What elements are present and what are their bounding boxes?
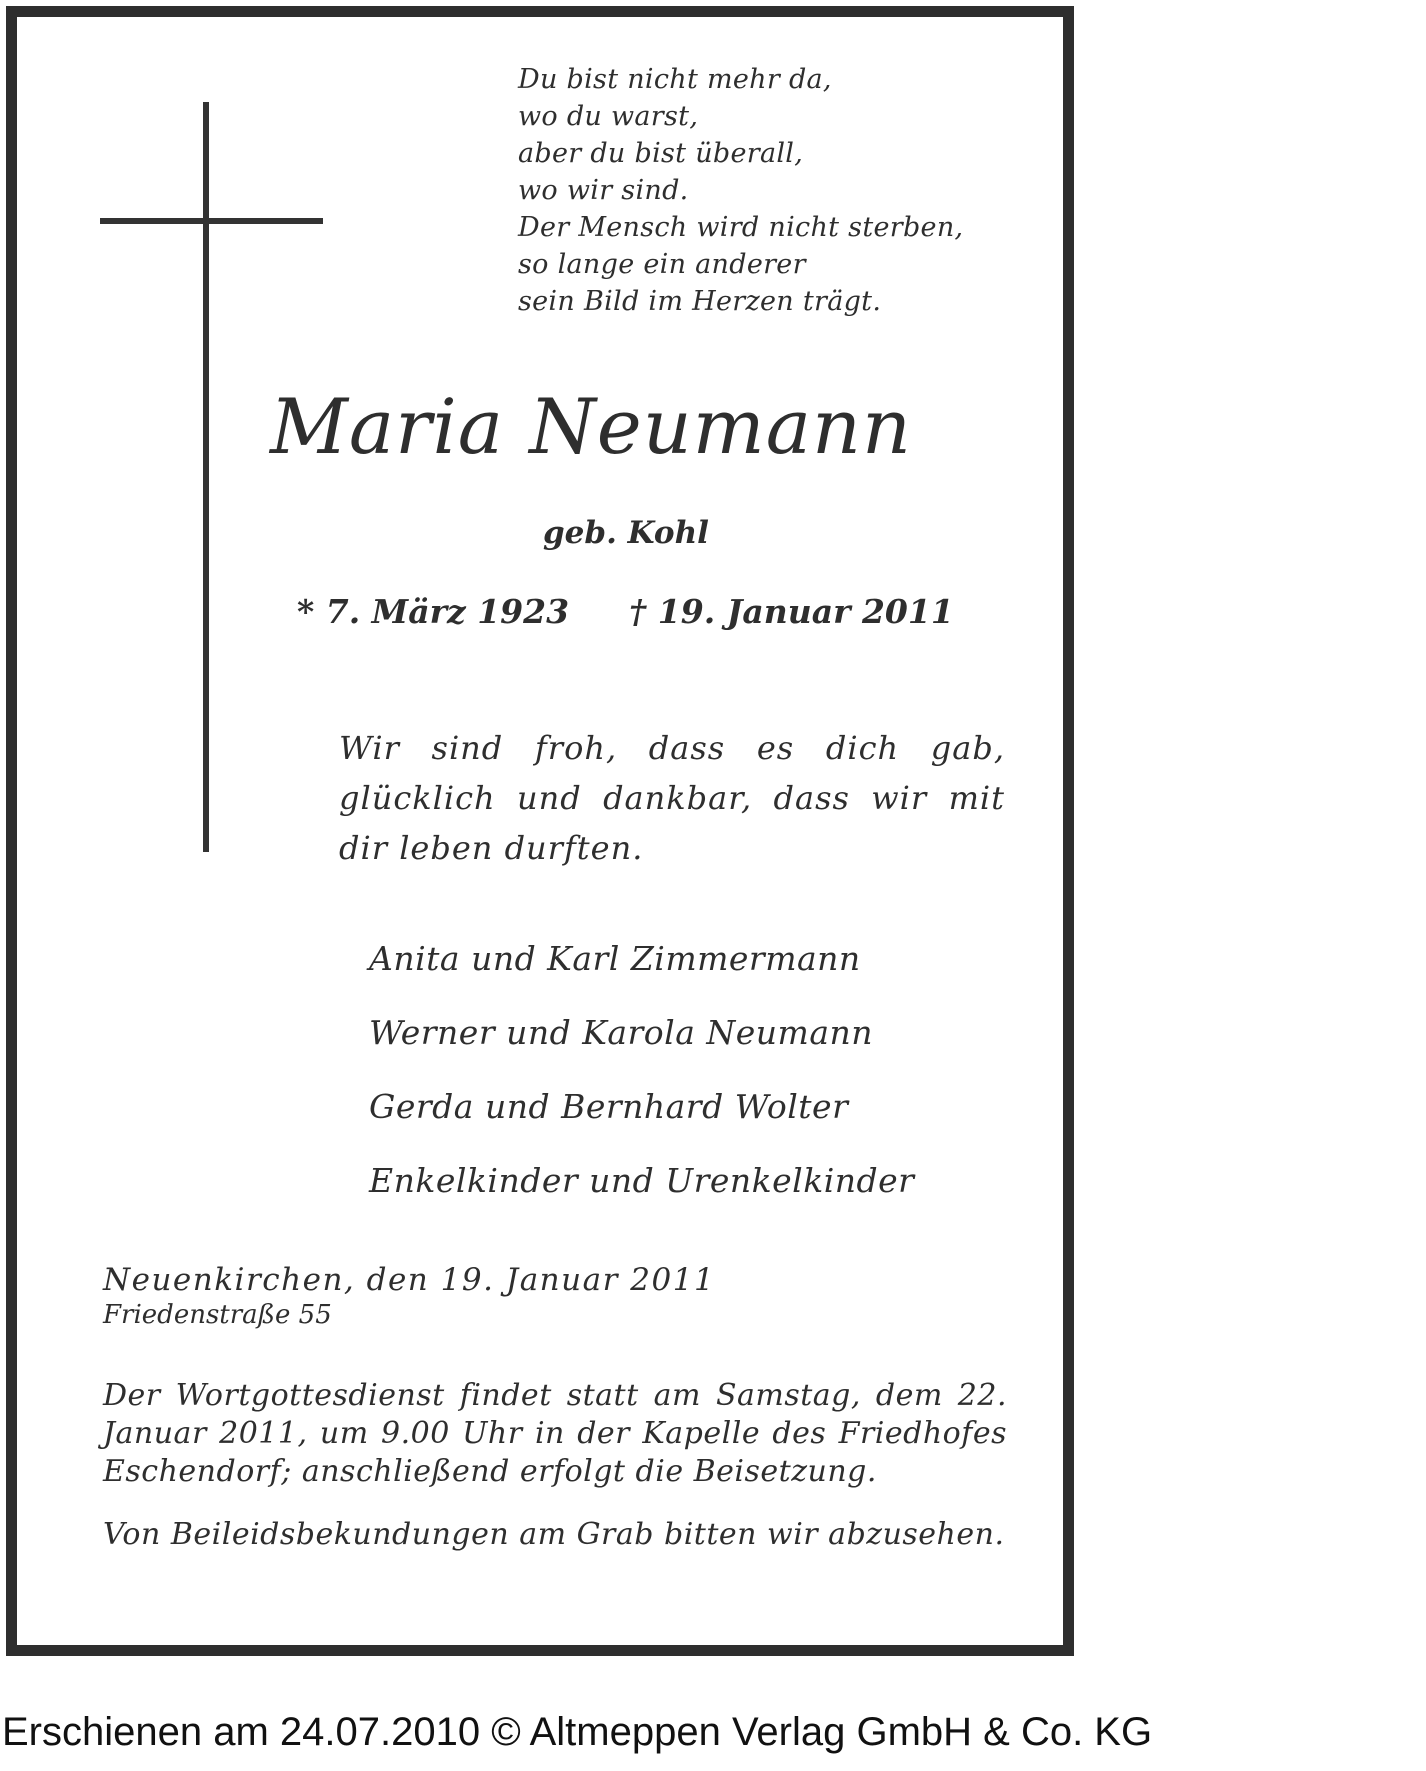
publication-footer: Erschienen am 24.07.2010 © Altmeppen Verlag GmbH & Co. KG: [2, 1710, 1153, 1754]
mourners-list: [369, 922, 914, 1218]
poem-line: sein Bild im Herzen trägt.: [518, 286, 882, 317]
poem-line: wo wir sind.: [518, 175, 689, 206]
poem-line: so lange ein anderer: [518, 249, 806, 280]
mourner-entry: Werner und Karola Neumann: [369, 1013, 874, 1052]
death-date: † 19. Januar 2011: [629, 592, 954, 631]
mourner-entry: Gerda und Bernhard Wolter: [369, 1087, 849, 1126]
mourner-entry: Enkelkinder und Urenkelkinder: [369, 1161, 915, 1200]
maiden-name: geb. Kohl: [543, 515, 709, 551]
obituary-card: [6, 6, 1074, 1656]
life-dates: [297, 592, 954, 631]
cross-icon-bar: [100, 218, 323, 224]
address: Friedenstraße 55: [103, 1300, 332, 1330]
poem: [518, 61, 963, 320]
poem-line: Der Mensch wird nicht sterben,: [518, 212, 964, 243]
cross-icon: [203, 102, 209, 852]
birth-date: * 7. März 1923: [297, 592, 570, 631]
service-info: Der Wortgottesdienst findet statt am Samstag, dem 22. Januar 2011, um 9.00 Uhr in der Kapelle des Friedhofes Eschendorf; anschließend erfolgt die Beisetzung.: [103, 1378, 1007, 1489]
place-date: Neuenkirchen, den 19. Januar 2011: [103, 1262, 716, 1298]
deceased-name: Maria Neumann: [270, 382, 912, 471]
poem-line: wo du warst,: [518, 101, 699, 132]
poem-line: aber du bist überall,: [518, 138, 804, 169]
mourner-entry: Anita und Karl Zimmermann: [369, 939, 861, 978]
memorial-quote: Wir sind froh, dass es dich gab, glücklich und dankbar, dass wir mit dir leben durften.: [339, 729, 1005, 867]
condolence-note: Von Beileidsbekundungen am Grab bitten wir abzusehen.: [103, 1517, 1005, 1552]
poem-line: Du bist nicht mehr da,: [518, 64, 832, 95]
